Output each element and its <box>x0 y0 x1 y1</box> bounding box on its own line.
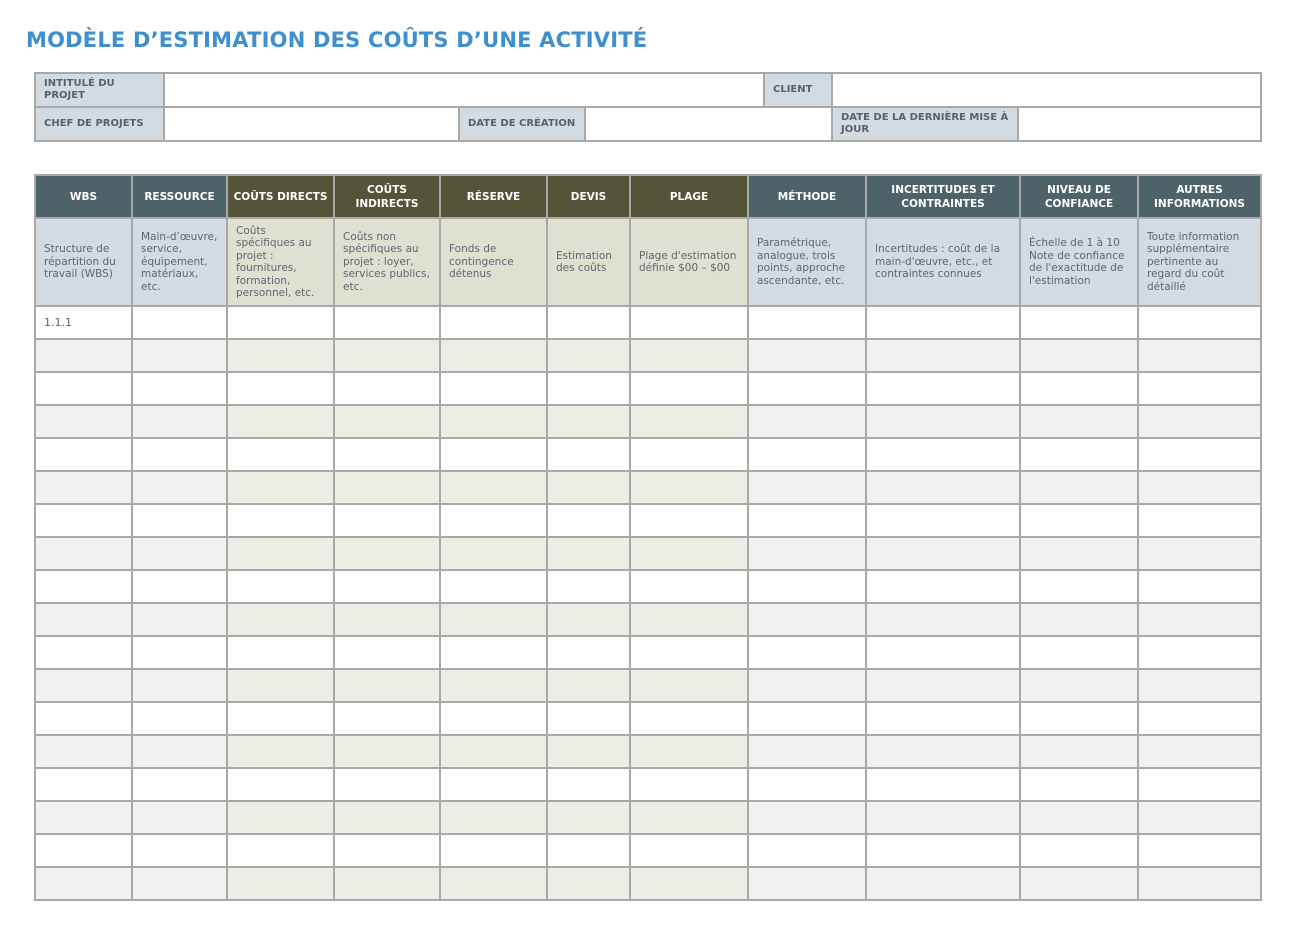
table-cell[interactable] <box>630 438 748 471</box>
table-cell[interactable] <box>1138 306 1261 339</box>
column-header: MÉTHODE <box>748 175 866 218</box>
table-cell[interactable] <box>132 372 227 405</box>
table-cell[interactable] <box>748 768 866 801</box>
table-cell[interactable] <box>334 339 440 372</box>
column-description: Plage d'estimation définie $00 – $00 <box>630 218 748 306</box>
table-cell[interactable] <box>748 603 866 636</box>
table-row <box>35 438 1261 471</box>
table-cell[interactable] <box>866 768 1020 801</box>
table-cell[interactable] <box>35 867 132 900</box>
table-cell[interactable] <box>132 570 227 603</box>
table-cell[interactable] <box>440 405 547 438</box>
table-cell[interactable] <box>334 669 440 702</box>
table-cell[interactable] <box>227 867 334 900</box>
table-cell[interactable] <box>630 570 748 603</box>
column-description: Incertitudes : coût de la main-d'œuvre, etc., et contraintes connues <box>866 218 1020 306</box>
table-cell[interactable] <box>1138 867 1261 900</box>
table-cell[interactable] <box>1138 636 1261 669</box>
table-cell[interactable] <box>132 636 227 669</box>
table-cell[interactable] <box>1020 372 1138 405</box>
table-row <box>35 867 1261 900</box>
last-update-label: DATE DE LA DERNIÈRE MISE À JOUR <box>832 107 1018 141</box>
table-cell[interactable] <box>547 438 630 471</box>
table-cell[interactable] <box>1020 702 1138 735</box>
table-row <box>35 636 1261 669</box>
table-cell[interactable] <box>630 504 748 537</box>
table-row <box>35 570 1261 603</box>
table-cell[interactable] <box>227 834 334 867</box>
table-cell[interactable] <box>1138 372 1261 405</box>
table-row <box>35 801 1261 834</box>
table-cell[interactable] <box>35 537 132 570</box>
table-cell[interactable] <box>547 834 630 867</box>
table-row <box>35 834 1261 867</box>
table-cell[interactable] <box>547 504 630 537</box>
table-cell[interactable] <box>748 702 866 735</box>
project-manager-field[interactable] <box>164 107 459 141</box>
table-cell[interactable] <box>35 669 132 702</box>
table-cell[interactable] <box>1020 801 1138 834</box>
column-header: PLAGE <box>630 175 748 218</box>
table-cell[interactable] <box>630 339 748 372</box>
table-cell[interactable] <box>1020 636 1138 669</box>
table-cell[interactable] <box>334 834 440 867</box>
table-cell[interactable] <box>334 306 440 339</box>
table-cell[interactable] <box>630 603 748 636</box>
table-cell[interactable] <box>630 636 748 669</box>
table-cell[interactable] <box>866 636 1020 669</box>
table-cell[interactable] <box>748 570 866 603</box>
table-cell[interactable] <box>440 306 547 339</box>
project-info-table <box>34 72 1262 142</box>
table-cell[interactable] <box>547 636 630 669</box>
table-cell[interactable] <box>1020 471 1138 504</box>
table-cell[interactable] <box>1020 834 1138 867</box>
table-row <box>35 702 1261 735</box>
table-cell[interactable] <box>440 669 547 702</box>
table-row <box>35 768 1261 801</box>
table-cell[interactable] <box>334 471 440 504</box>
table-cell[interactable] <box>132 603 227 636</box>
table-cell[interactable] <box>748 306 866 339</box>
table-cell[interactable] <box>547 801 630 834</box>
table-cell[interactable] <box>547 339 630 372</box>
column-description: Coûts non spécifiques au projet : loyer, services publics, etc. <box>334 218 440 306</box>
table-cell[interactable] <box>866 372 1020 405</box>
table-cell[interactable] <box>1020 306 1138 339</box>
project-manager-label: CHEF DE PROJETS <box>35 107 164 141</box>
table-cell[interactable] <box>132 504 227 537</box>
table-cell[interactable] <box>748 438 866 471</box>
table-cell[interactable] <box>547 669 630 702</box>
table-cell[interactable] <box>866 603 1020 636</box>
cost-estimate-table <box>34 174 1262 901</box>
table-cell[interactable] <box>35 372 132 405</box>
table-cell[interactable] <box>866 867 1020 900</box>
column-description: Échelle de 1 à 10 Note de confiance de l'exactitude de l'estimation <box>1020 218 1138 306</box>
table-cell[interactable] <box>227 735 334 768</box>
column-description: Paramétrique, analogue, trois points, approche ascendante, etc. <box>748 218 866 306</box>
table-row <box>35 471 1261 504</box>
table-cell[interactable] <box>1020 669 1138 702</box>
table-cell[interactable] <box>748 405 866 438</box>
table-cell[interactable] <box>748 867 866 900</box>
table-cell[interactable] <box>1138 405 1261 438</box>
table-cell[interactable] <box>1138 669 1261 702</box>
last-update-field[interactable] <box>1018 107 1261 141</box>
table-cell[interactable] <box>334 504 440 537</box>
table-cell[interactable] <box>547 702 630 735</box>
column-description: Main-d’œuvre, service, équipement, matériaux, etc. <box>132 218 227 306</box>
table-cell[interactable] <box>334 372 440 405</box>
table-cell[interactable] <box>1138 801 1261 834</box>
table-cell[interactable] <box>1138 603 1261 636</box>
table-cell[interactable] <box>132 702 227 735</box>
table-cell[interactable] <box>866 537 1020 570</box>
table-cell[interactable] <box>1020 339 1138 372</box>
column-header: DEVIS <box>547 175 630 218</box>
table-cell[interactable] <box>866 834 1020 867</box>
table-cell[interactable] <box>227 669 334 702</box>
table-cell[interactable] <box>132 834 227 867</box>
table-cell[interactable] <box>334 702 440 735</box>
table-cell[interactable] <box>630 405 748 438</box>
table-cell[interactable] <box>334 636 440 669</box>
project-title-field[interactable] <box>164 73 764 107</box>
table-cell[interactable] <box>630 306 748 339</box>
table-cell[interactable] <box>1138 735 1261 768</box>
page-title: MODÈLE D’ESTIMATION DES COÛTS D’UNE ACTIVITÉ <box>26 28 648 52</box>
table-cell[interactable] <box>630 537 748 570</box>
table-cell[interactable] <box>547 537 630 570</box>
description-row <box>35 218 1261 306</box>
table-cell[interactable] <box>227 603 334 636</box>
column-description: Structure de répartition du travail (WBS) <box>35 218 132 306</box>
table-cell[interactable] <box>132 471 227 504</box>
column-header: RÉSERVE <box>440 175 547 218</box>
table-cell[interactable]: 1.1.1 <box>35 306 132 339</box>
table-cell[interactable] <box>866 306 1020 339</box>
table-row <box>35 735 1261 768</box>
table-cell[interactable] <box>35 339 132 372</box>
table-cell[interactable] <box>866 405 1020 438</box>
column-description: Estimation des coûts <box>547 218 630 306</box>
table-cell[interactable] <box>1020 867 1138 900</box>
table-row <box>35 537 1261 570</box>
table-cell[interactable] <box>866 504 1020 537</box>
table-cell[interactable] <box>1138 471 1261 504</box>
table-cell[interactable] <box>440 702 547 735</box>
table-cell[interactable] <box>35 768 132 801</box>
table-cell[interactable] <box>132 537 227 570</box>
table-cell[interactable] <box>630 834 748 867</box>
table-cell[interactable] <box>547 471 630 504</box>
table-cell[interactable] <box>440 570 547 603</box>
table-cell[interactable] <box>1138 438 1261 471</box>
client-label: CLIENT <box>764 73 832 107</box>
table-cell[interactable] <box>440 735 547 768</box>
table-cell[interactable] <box>1020 405 1138 438</box>
table-cell[interactable] <box>440 504 547 537</box>
table-cell[interactable] <box>334 603 440 636</box>
table-cell[interactable] <box>866 339 1020 372</box>
table-cell[interactable] <box>334 405 440 438</box>
table-cell[interactable] <box>132 438 227 471</box>
table-cell[interactable] <box>547 405 630 438</box>
table-cell[interactable] <box>35 603 132 636</box>
table-cell[interactable] <box>547 735 630 768</box>
table-cell[interactable] <box>227 306 334 339</box>
table-cell[interactable] <box>748 504 866 537</box>
table-cell[interactable] <box>334 801 440 834</box>
table-cell[interactable] <box>748 471 866 504</box>
table-row <box>35 504 1261 537</box>
table-cell[interactable] <box>1138 702 1261 735</box>
header-row <box>35 175 1261 218</box>
column-header: AUTRES INFORMATIONS <box>1138 175 1261 218</box>
table-cell[interactable] <box>866 702 1020 735</box>
column-description: Coûts spécifiques au projet : fournitures, formation, personnel, etc. <box>227 218 334 306</box>
table-cell[interactable] <box>35 735 132 768</box>
table-cell[interactable] <box>132 339 227 372</box>
table-row <box>35 405 1261 438</box>
table-cell[interactable] <box>866 801 1020 834</box>
table-cell[interactable] <box>1138 834 1261 867</box>
table-row <box>35 339 1261 372</box>
table-cell[interactable] <box>630 471 748 504</box>
table-cell[interactable] <box>748 372 866 405</box>
table-cell[interactable] <box>35 801 132 834</box>
table-cell[interactable] <box>547 306 630 339</box>
table-cell[interactable] <box>748 834 866 867</box>
table-cell[interactable] <box>35 834 132 867</box>
table-cell[interactable] <box>748 801 866 834</box>
table-cell[interactable] <box>630 735 748 768</box>
table-cell[interactable] <box>227 768 334 801</box>
table-cell[interactable] <box>132 768 227 801</box>
column-header: COÛTS DIRECTS <box>227 175 334 218</box>
table-cell[interactable] <box>334 768 440 801</box>
column-description: Fonds de contingence détenus <box>440 218 547 306</box>
table-cell[interactable] <box>1138 570 1261 603</box>
column-header: INCERTITUDES ET CONTRAINTES <box>866 175 1020 218</box>
table-cell[interactable] <box>227 504 334 537</box>
table-cell[interactable] <box>748 735 866 768</box>
table-cell[interactable] <box>1138 504 1261 537</box>
table-cell[interactable] <box>866 438 1020 471</box>
table-cell[interactable] <box>440 438 547 471</box>
table-cell[interactable] <box>547 603 630 636</box>
table-cell[interactable] <box>547 768 630 801</box>
table-cell[interactable] <box>35 471 132 504</box>
table-cell[interactable] <box>1020 735 1138 768</box>
table-row <box>35 372 1261 405</box>
table-cell[interactable] <box>1138 537 1261 570</box>
creation-date-field[interactable] <box>585 107 832 141</box>
table-cell[interactable] <box>440 768 547 801</box>
table-row <box>35 306 1261 339</box>
column-description: Toute information supplémentaire pertinente au regard du coût détaillé <box>1138 218 1261 306</box>
table-cell[interactable] <box>227 570 334 603</box>
table-cell[interactable] <box>132 669 227 702</box>
table-cell[interactable] <box>630 768 748 801</box>
table-cell[interactable] <box>35 570 132 603</box>
table-cell[interactable] <box>630 801 748 834</box>
table-cell[interactable] <box>547 867 630 900</box>
table-cell[interactable] <box>227 438 334 471</box>
table-cell[interactable] <box>866 570 1020 603</box>
table-cell[interactable] <box>227 702 334 735</box>
table-cell[interactable] <box>630 372 748 405</box>
table-cell[interactable] <box>866 735 1020 768</box>
table-cell[interactable] <box>630 702 748 735</box>
table-cell[interactable] <box>440 471 547 504</box>
table-cell[interactable] <box>1138 339 1261 372</box>
table-cell[interactable] <box>334 735 440 768</box>
table-cell[interactable] <box>132 801 227 834</box>
table-cell[interactable] <box>748 537 866 570</box>
column-header: NIVEAU DE CONFIANCE <box>1020 175 1138 218</box>
table-cell[interactable] <box>1020 603 1138 636</box>
table-cell[interactable] <box>630 867 748 900</box>
client-field[interactable] <box>832 73 1261 107</box>
table-row <box>35 669 1261 702</box>
column-header: WBS <box>35 175 132 218</box>
table-cell[interactable] <box>440 339 547 372</box>
table-cell[interactable] <box>440 801 547 834</box>
table-cell[interactable] <box>227 339 334 372</box>
project-title-label: INTITULÉ DU PROJET <box>35 73 164 107</box>
table-cell[interactable] <box>334 537 440 570</box>
table-cell[interactable] <box>35 504 132 537</box>
table-row <box>35 603 1261 636</box>
table-cell[interactable] <box>1020 768 1138 801</box>
table-cell[interactable] <box>1020 504 1138 537</box>
table-cell[interactable] <box>35 438 132 471</box>
table-cell[interactable] <box>132 867 227 900</box>
table-cell[interactable] <box>1020 570 1138 603</box>
table-cell[interactable] <box>440 372 547 405</box>
table-cell[interactable] <box>227 405 334 438</box>
table-cell[interactable] <box>440 834 547 867</box>
table-cell[interactable] <box>35 702 132 735</box>
table-cell[interactable] <box>630 669 748 702</box>
table-cell[interactable] <box>227 372 334 405</box>
table-cell[interactable] <box>334 570 440 603</box>
column-header: COÛTS INDIRECTS <box>334 175 440 218</box>
table-cell[interactable] <box>1020 438 1138 471</box>
table-cell[interactable] <box>132 735 227 768</box>
table-cell[interactable] <box>748 669 866 702</box>
table-cell[interactable] <box>440 636 547 669</box>
table-cell[interactable] <box>35 405 132 438</box>
column-header: RESSOURCE <box>132 175 227 218</box>
table-cell[interactable] <box>227 537 334 570</box>
table-cell[interactable] <box>1138 768 1261 801</box>
table-cell[interactable] <box>132 306 227 339</box>
table-cell[interactable] <box>35 636 132 669</box>
table-cell[interactable] <box>547 372 630 405</box>
table-cell[interactable] <box>334 867 440 900</box>
table-cell[interactable] <box>440 603 547 636</box>
table-cell[interactable] <box>227 636 334 669</box>
table-cell[interactable] <box>1020 537 1138 570</box>
table-cell[interactable] <box>547 570 630 603</box>
table-cell[interactable] <box>227 801 334 834</box>
table-cell[interactable] <box>866 669 1020 702</box>
table-cell[interactable] <box>748 636 866 669</box>
table-cell[interactable] <box>748 339 866 372</box>
table-cell[interactable] <box>132 405 227 438</box>
table-cell[interactable] <box>866 471 1020 504</box>
table-cell[interactable] <box>440 537 547 570</box>
table-cell[interactable] <box>227 471 334 504</box>
table-cell[interactable] <box>334 438 440 471</box>
table-cell[interactable] <box>440 867 547 900</box>
creation-date-label: DATE DE CRÉATION <box>459 107 585 141</box>
